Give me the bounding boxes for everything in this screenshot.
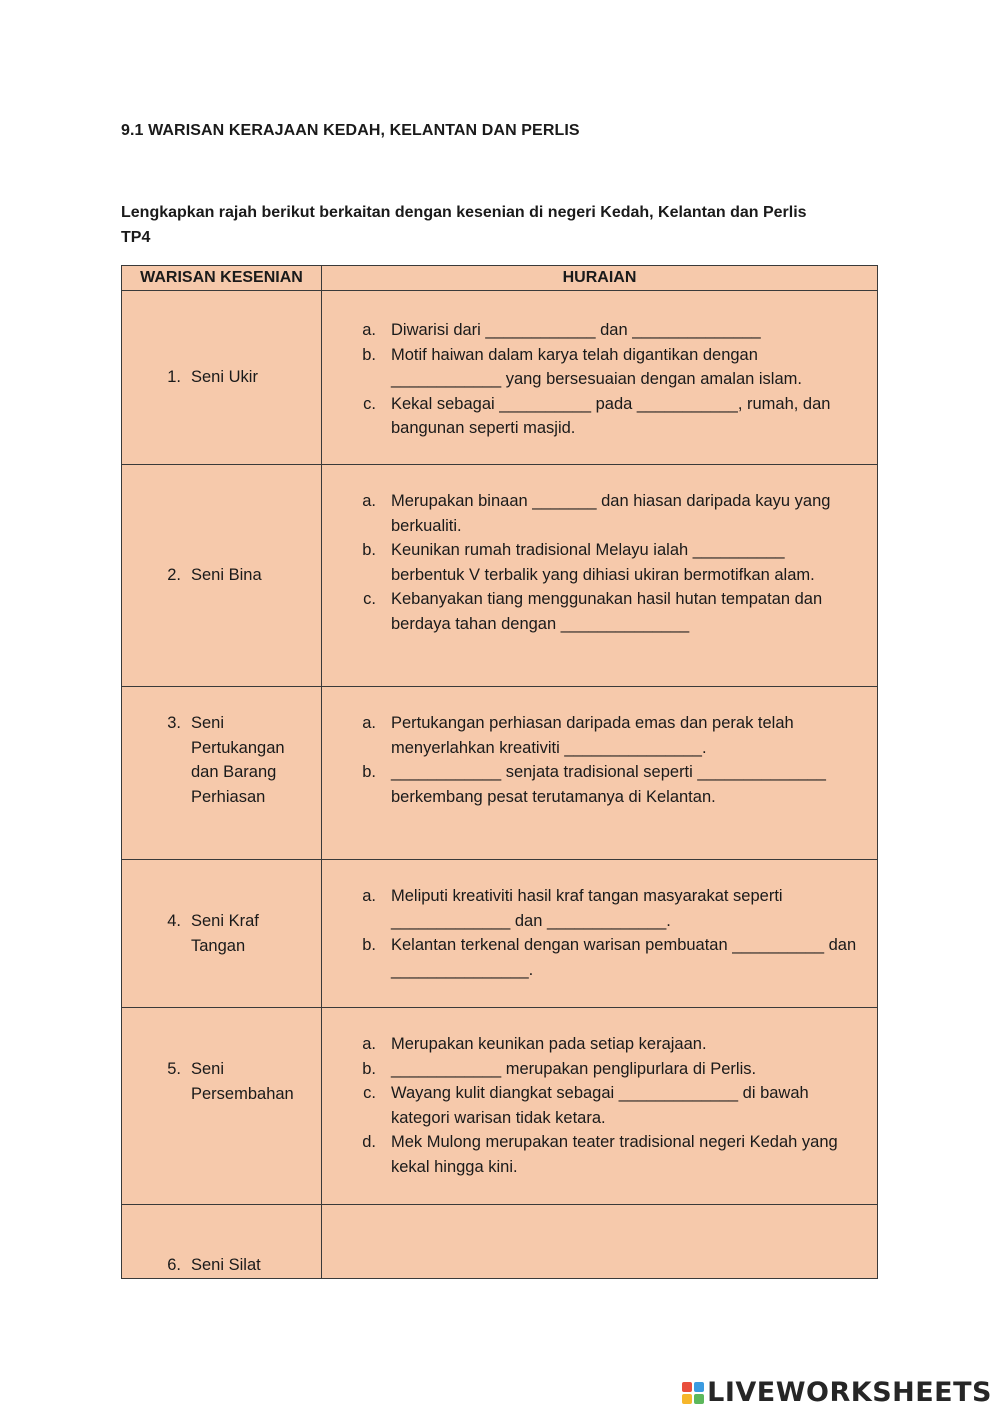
list-item: [322, 1032, 859, 1057]
logo-square: [694, 1394, 704, 1404]
item-text: Pertukangan perhiasan daripada emas dan perak telah menyerlahkan kreativiti _______________.: [391, 714, 794, 757]
instruction-line-1: Lengkapkan rajah berikut berkaitan dengan kesenian di negeri Kedah, Kelantan dan Perlis: [121, 204, 807, 221]
item-text: Mek Mulong merupakan teater tradisional negeri Kedah yang kekal hingga kini.: [391, 1133, 838, 1176]
item-marker: a.: [362, 321, 376, 339]
list-item: [322, 392, 859, 441]
item-text: Merupakan binaan _______ dan hiasan daripada kayu yang berkualiti.: [391, 492, 831, 535]
table-row: [122, 291, 878, 465]
table-row: [122, 465, 878, 687]
row-number: 4.: [167, 912, 181, 930]
brand-name: LIVEWORKSHEETS: [707, 1377, 992, 1408]
table-row: [122, 687, 878, 860]
item-marker: a.: [362, 492, 376, 510]
row-label-cell: [122, 1205, 322, 1279]
item-marker: d.: [362, 1133, 376, 1151]
row-label-cell: [122, 687, 322, 860]
row-label: Seni Ukir: [191, 368, 258, 387]
table-row: [122, 1008, 878, 1205]
list-item: [322, 489, 859, 538]
item-marker: a.: [362, 714, 376, 732]
item-text: Meliputi kreativiti hasil kraf tangan masyarakat seperti _____________ dan _____________.: [391, 887, 783, 930]
row-number: 1.: [167, 368, 181, 387]
liveworksheets-logo: [682, 1377, 992, 1408]
item-marker: a.: [362, 1035, 376, 1053]
row-description-cell: [322, 1008, 878, 1205]
item-marker: c.: [363, 590, 376, 608]
list-item: [322, 884, 859, 933]
worksheet-table: [121, 265, 878, 1279]
item-text: Kelantan terkenal dengan warisan pembuatan __________ dan _______________.: [391, 936, 857, 979]
item-marker: c.: [363, 394, 376, 413]
instruction-line-2: TP4: [121, 229, 151, 246]
item-text: Diwarisi dari ____________ dan ______________: [391, 321, 761, 339]
item-text: Kebanyakan tiang menggunakan hasil hutan tempatan dan berdaya tahan dengan ______________: [391, 590, 823, 633]
row-label: Seni Pertukangan dan Barang Perhiasan: [191, 714, 285, 806]
list-item: [322, 343, 859, 392]
item-marker: b.: [362, 1059, 376, 1078]
row-number: 2.: [167, 566, 181, 585]
logo-square: [682, 1394, 692, 1404]
item-marker: b.: [362, 345, 376, 364]
table-header-row: [122, 266, 878, 291]
list-item: [322, 587, 859, 636]
item-text: Motif haiwan dalam karya telah digantikan dengan ____________ yang bersesuaian dengan amalan islam.: [391, 345, 802, 388]
list-item: [322, 1081, 859, 1130]
row-description-cell: [322, 860, 878, 1008]
item-text: Keunikan rumah tradisional Melayu ialah __________ berbentuk V terbalik yang dihiasi ukiran bermotifkan alam.: [391, 541, 815, 584]
row-description-cell: [322, 1205, 878, 1279]
row-number: 6.: [167, 1255, 181, 1274]
item-marker: b.: [362, 936, 376, 954]
item-marker: c.: [363, 1084, 376, 1102]
list-item: [322, 760, 859, 809]
row-label: Seni Silat: [191, 1255, 261, 1274]
row-description-cell: [322, 291, 878, 465]
item-marker: a.: [362, 887, 376, 905]
brand-logo-icon: [682, 1382, 704, 1404]
logo-square: [694, 1382, 704, 1392]
row-label: Seni Kraf Tangan: [191, 912, 259, 955]
list-item: [322, 1057, 859, 1082]
table-row: [122, 1205, 878, 1279]
row-description-cell: [322, 687, 878, 860]
list-item: [322, 538, 859, 587]
row-label-cell: [122, 291, 322, 465]
list-item: [322, 318, 859, 343]
item-text: ____________ senjata tradisional seperti ______________ berkembang pesat terutamanya di Kelantan.: [391, 763, 826, 806]
section-heading: 9.1 WARISAN KERAJAAN KEDAH, KELANTAN DAN PERLIS: [121, 122, 580, 139]
row-number: 5.: [167, 1060, 181, 1078]
list-item: [322, 711, 859, 760]
list-item: [322, 933, 859, 982]
item-text: ____________ merupakan penglipurlara di Perlis.: [391, 1059, 757, 1078]
item-text: Merupakan keunikan pada setiap kerajaan.: [391, 1035, 707, 1053]
row-number: 3.: [167, 714, 181, 732]
row-label: Seni Persembahan: [191, 1060, 294, 1103]
header-warisan-kesenian: WARISAN KESENIAN: [122, 266, 322, 291]
item-text: Wayang kulit diangkat sebagai _____________ di bawah kategori warisan tidak ketara.: [391, 1084, 809, 1127]
row-description-cell: [322, 465, 878, 687]
item-marker: b.: [362, 763, 376, 781]
list-item: [322, 1130, 859, 1179]
item-marker: b.: [362, 541, 376, 559]
instruction-text: [121, 200, 891, 250]
row-label: Seni Bina: [191, 566, 262, 585]
row-label-cell: [122, 465, 322, 687]
header-huraian: HURAIAN: [322, 266, 878, 291]
row-label-cell: [122, 1008, 322, 1205]
table-row: [122, 860, 878, 1008]
item-text: Kekal sebagai __________ pada ___________, rumah, dan bangunan seperti masjid.: [391, 394, 831, 437]
row-label-cell: [122, 860, 322, 1008]
logo-square: [682, 1382, 692, 1392]
